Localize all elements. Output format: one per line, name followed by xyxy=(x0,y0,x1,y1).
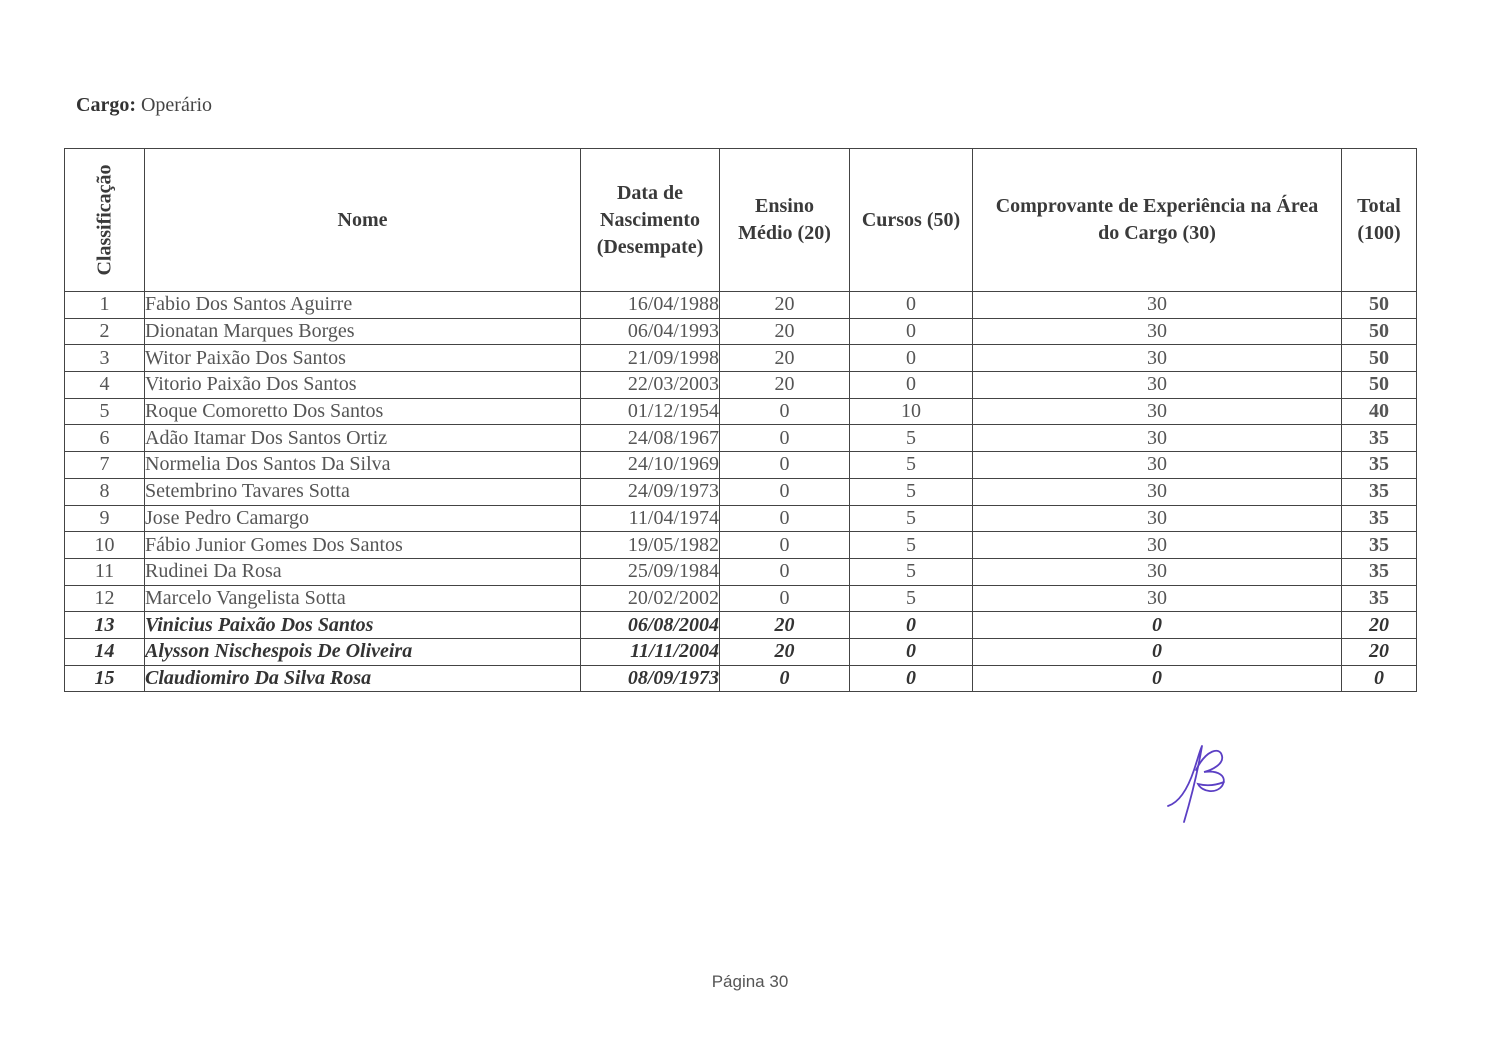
birthdate-cell: 06/08/2004 xyxy=(581,612,720,639)
rank-cell: 2 xyxy=(65,318,145,345)
name-cell: Jose Pedro Camargo xyxy=(145,505,581,532)
column-header-total: Total (100) xyxy=(1342,149,1417,292)
name-cell: Fábio Junior Gomes Dos Santos xyxy=(145,532,581,559)
birthdate-cell: 24/09/1973 xyxy=(581,478,720,505)
total-cell: 20 xyxy=(1342,638,1417,665)
column-header-experiencia: Comprovante de Experiência na Área do Cargo (30) xyxy=(973,149,1342,292)
total-cell: 50 xyxy=(1342,292,1417,319)
rank-cell: 6 xyxy=(65,425,145,452)
cargo-value: Operário xyxy=(140,94,213,116)
experiencia-cell: 30 xyxy=(973,452,1342,479)
table-row xyxy=(65,345,1417,372)
ensino-medio-cell: 0 xyxy=(720,558,850,585)
name-cell: Witor Paixão Dos Santos xyxy=(145,345,581,372)
birthdate-cell: 16/04/1988 xyxy=(581,292,720,319)
ensino-medio-cell: 0 xyxy=(720,425,850,452)
total-cell: 35 xyxy=(1342,585,1417,612)
ensino-medio-cell: 0 xyxy=(720,532,850,559)
cursos-cell: 5 xyxy=(850,532,973,559)
ensino-medio-cell: 20 xyxy=(720,372,850,399)
table-row xyxy=(65,612,1417,639)
rank-cell: 1 xyxy=(65,292,145,319)
table-row xyxy=(65,532,1417,559)
name-cell: Normelia Dos Santos Da Silva xyxy=(145,452,581,479)
column-header-classificacao: Classificação xyxy=(65,149,145,292)
cursos-cell: 5 xyxy=(850,585,973,612)
classification-table xyxy=(64,148,1417,692)
name-cell: Roque Comoretto Dos Santos xyxy=(145,398,581,425)
experiencia-cell: 0 xyxy=(973,612,1342,639)
cursos-cell: 0 xyxy=(850,318,973,345)
name-cell: Setembrino Tavares Sotta xyxy=(145,478,581,505)
rank-cell: 10 xyxy=(65,532,145,559)
name-cell: Dionatan Marques Borges xyxy=(145,318,581,345)
experiencia-cell: 0 xyxy=(973,638,1342,665)
experiencia-cell: 30 xyxy=(973,532,1342,559)
table-row xyxy=(65,292,1417,319)
total-cell: 35 xyxy=(1342,452,1417,479)
experiencia-cell: 30 xyxy=(973,425,1342,452)
experiencia-cell: 30 xyxy=(973,398,1342,425)
table-row xyxy=(65,638,1417,665)
birthdate-cell: 11/04/1974 xyxy=(581,505,720,532)
rank-cell: 15 xyxy=(65,665,145,692)
birthdate-cell: 22/03/2003 xyxy=(581,372,720,399)
table-row xyxy=(65,558,1417,585)
total-cell: 35 xyxy=(1342,478,1417,505)
total-cell: 50 xyxy=(1342,318,1417,345)
signature-initials xyxy=(1158,740,1238,825)
table-row xyxy=(65,452,1417,479)
table-row xyxy=(65,425,1417,452)
name-cell: Marcelo Vangelista Sotta xyxy=(145,585,581,612)
rank-cell: 12 xyxy=(65,585,145,612)
rank-cell: 14 xyxy=(65,638,145,665)
birthdate-cell: 11/11/2004 xyxy=(581,638,720,665)
birthdate-cell: 24/10/1969 xyxy=(581,452,720,479)
column-header-nome: Nome xyxy=(145,149,581,292)
name-cell: Claudiomiro Da Silva Rosa xyxy=(145,665,581,692)
cursos-cell: 0 xyxy=(850,372,973,399)
cursos-cell: 5 xyxy=(850,452,973,479)
table-header-row xyxy=(65,149,1417,292)
total-cell: 50 xyxy=(1342,345,1417,372)
column-header-cursos: Cursos (50) xyxy=(850,149,973,292)
cursos-cell: 0 xyxy=(850,292,973,319)
column-header-ensino: Ensino Médio (20) xyxy=(720,149,850,292)
table-row xyxy=(65,372,1417,399)
rank-cell: 5 xyxy=(65,398,145,425)
cargo-heading xyxy=(76,94,212,117)
rank-cell: 3 xyxy=(65,345,145,372)
ensino-medio-cell: 0 xyxy=(720,478,850,505)
cursos-cell: 0 xyxy=(850,638,973,665)
table-row xyxy=(65,318,1417,345)
name-cell: Fabio Dos Santos Aguirre xyxy=(145,292,581,319)
ensino-medio-cell: 0 xyxy=(720,452,850,479)
experiencia-cell: 30 xyxy=(973,372,1342,399)
experiencia-cell: 30 xyxy=(973,558,1342,585)
total-cell: 35 xyxy=(1342,532,1417,559)
birthdate-cell: 08/09/1973 xyxy=(581,665,720,692)
total-cell: 0 xyxy=(1342,665,1417,692)
cursos-cell: 5 xyxy=(850,505,973,532)
ensino-medio-cell: 20 xyxy=(720,612,850,639)
cursos-cell: 5 xyxy=(850,558,973,585)
cursos-cell: 5 xyxy=(850,478,973,505)
cursos-cell: 0 xyxy=(850,665,973,692)
total-cell: 20 xyxy=(1342,612,1417,639)
table-row xyxy=(65,585,1417,612)
name-cell: Alysson Nischespois De Oliveira xyxy=(145,638,581,665)
experiencia-cell: 30 xyxy=(973,505,1342,532)
ensino-medio-cell: 20 xyxy=(720,638,850,665)
column-header-nascimento: Data de Nascimento (Desempate) xyxy=(581,149,720,292)
rank-cell: 4 xyxy=(65,372,145,399)
cursos-cell: 0 xyxy=(850,612,973,639)
total-cell: 35 xyxy=(1342,558,1417,585)
ensino-medio-cell: 20 xyxy=(720,318,850,345)
table-row xyxy=(65,665,1417,692)
rank-cell: 11 xyxy=(65,558,145,585)
experiencia-cell: 30 xyxy=(973,318,1342,345)
table-row xyxy=(65,505,1417,532)
rank-cell: 13 xyxy=(65,612,145,639)
rank-cell: 7 xyxy=(65,452,145,479)
birthdate-cell: 01/12/1954 xyxy=(581,398,720,425)
ensino-medio-cell: 0 xyxy=(720,398,850,425)
table-row xyxy=(65,398,1417,425)
birthdate-cell: 20/02/2002 xyxy=(581,585,720,612)
ensino-medio-cell: 20 xyxy=(720,345,850,372)
rank-cell: 9 xyxy=(65,505,145,532)
name-cell: Vitorio Paixão Dos Santos xyxy=(145,372,581,399)
rank-cell: 8 xyxy=(65,478,145,505)
table-row xyxy=(65,478,1417,505)
name-cell: Rudinei Da Rosa xyxy=(145,558,581,585)
experiencia-cell: 30 xyxy=(973,292,1342,319)
experiencia-cell: 30 xyxy=(973,585,1342,612)
ensino-medio-cell: 0 xyxy=(720,665,850,692)
birthdate-cell: 06/04/1993 xyxy=(581,318,720,345)
cursos-cell: 0 xyxy=(850,345,973,372)
ensino-medio-cell: 0 xyxy=(720,505,850,532)
name-cell: Vinicius Paixão Dos Santos xyxy=(145,612,581,639)
ensino-medio-cell: 20 xyxy=(720,292,850,319)
birthdate-cell: 25/09/1984 xyxy=(581,558,720,585)
birthdate-cell: 24/08/1967 xyxy=(581,425,720,452)
cursos-cell: 10 xyxy=(850,398,973,425)
cargo-label: Cargo: xyxy=(76,94,136,116)
ensino-medio-cell: 0 xyxy=(720,585,850,612)
cursos-cell: 5 xyxy=(850,425,973,452)
experiencia-cell: 0 xyxy=(973,665,1342,692)
birthdate-cell: 21/09/1998 xyxy=(581,345,720,372)
experiencia-cell: 30 xyxy=(973,478,1342,505)
birthdate-cell: 19/05/1982 xyxy=(581,532,720,559)
total-cell: 50 xyxy=(1342,372,1417,399)
total-cell: 40 xyxy=(1342,398,1417,425)
name-cell: Adão Itamar Dos Santos Ortiz xyxy=(145,425,581,452)
total-cell: 35 xyxy=(1342,505,1417,532)
page-number: Página 30 xyxy=(711,972,789,991)
total-cell: 35 xyxy=(1342,425,1417,452)
experiencia-cell: 30 xyxy=(973,345,1342,372)
